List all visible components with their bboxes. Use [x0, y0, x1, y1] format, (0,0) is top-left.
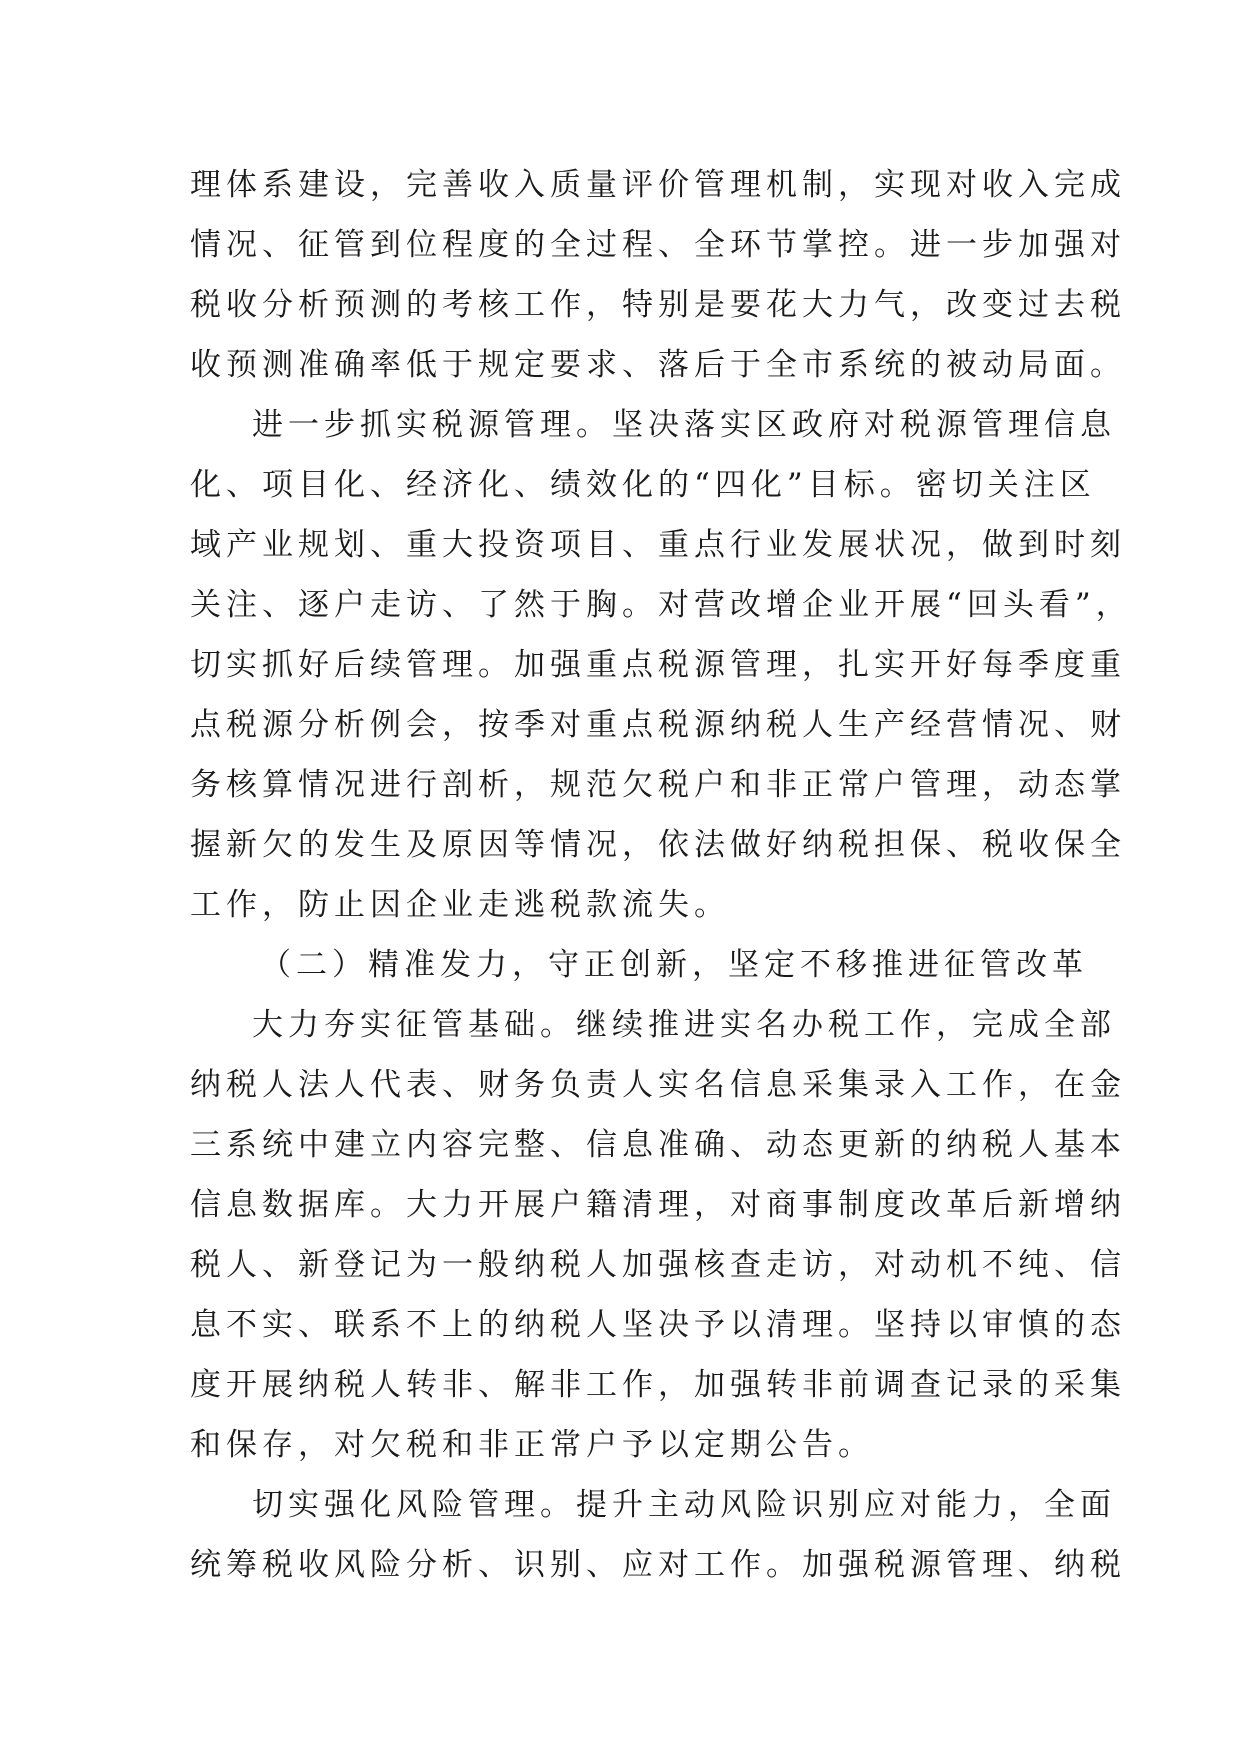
text-line: 理体系建设，完善收入质量评价管理机制，实现对收入完成 [190, 167, 1126, 203]
text-line: 域产业规划、重大投资项目、重点行业发展状况，做到时刻 [190, 527, 1126, 563]
text-line: 纳税人法人代表、财务负责人实名信息采集录入工作，在金 [190, 1067, 1126, 1103]
text-line: 点税源分析例会，按季对重点税源纳税人生产经营情况、财 [190, 707, 1126, 743]
text-line: 化、项目化、经济化、绩效化的“四化”目标。密切关注区 [190, 467, 1096, 503]
text-line: 息不实、联系不上的纳税人坚决予以清理。坚持以审慎的态 [190, 1307, 1126, 1343]
text-line: 务核算情况进行剖析，规范欠税户和非正常户管理，动态掌 [190, 767, 1126, 803]
text-line: 税人、新登记为一般纳税人加强核查走访，对动机不纯、信 [190, 1247, 1126, 1283]
text-line: 工作，防止因企业走逃税款流失。 [190, 887, 730, 923]
text-line: 税收分析预测的考核工作，特别是要花大力气，改变过去税 [190, 287, 1126, 323]
text-line: 切实抓好后续管理。加强重点税源管理，扎实开好每季度重 [190, 647, 1126, 683]
text-line: 情况、征管到位程度的全过程、全环节掌控。进一步加强对 [190, 227, 1126, 263]
text-line: 度开展纳税人转非、解非工作，加强转非前调查记录的采集 [190, 1367, 1126, 1403]
text-line: 收预测准确率低于规定要求、落后于全市系统的被动局面。 [190, 347, 1126, 383]
text-line: 信息数据库。大力开展户籍清理，对商事制度改革后新增纳 [190, 1187, 1126, 1223]
text-line: 三系统中建立内容完整、信息准确、动态更新的纳税人基本 [190, 1127, 1126, 1163]
text-line: 关注、逐户走访、了然于胸。对营改增企业开展“回头看”， [190, 587, 1132, 623]
document-body [190, 155, 1132, 1595]
text-line: 握新欠的发生及原因等情况，依法做好纳税担保、税收保全 [190, 827, 1126, 863]
text-line: 统筹税收风险分析、识别、应对工作。加强税源管理、纳税 [190, 1547, 1126, 1583]
section-heading: （二）精准发力，守正创新，坚定不移推进征管改革 [260, 947, 1088, 983]
paragraph-first-line: 切实强化风险管理。提升主动风险识别应对能力，全面 [252, 1487, 1116, 1523]
paragraph-first-line: 进一步抓实税源管理。坚决落实区政府对税源管理信息 [252, 407, 1116, 443]
text-line: 和保存，对欠税和非正常户予以定期公告。 [190, 1427, 874, 1463]
paragraph-first-line: 大力夯实征管基础。继续推进实名办税工作，完成全部 [252, 1007, 1116, 1043]
